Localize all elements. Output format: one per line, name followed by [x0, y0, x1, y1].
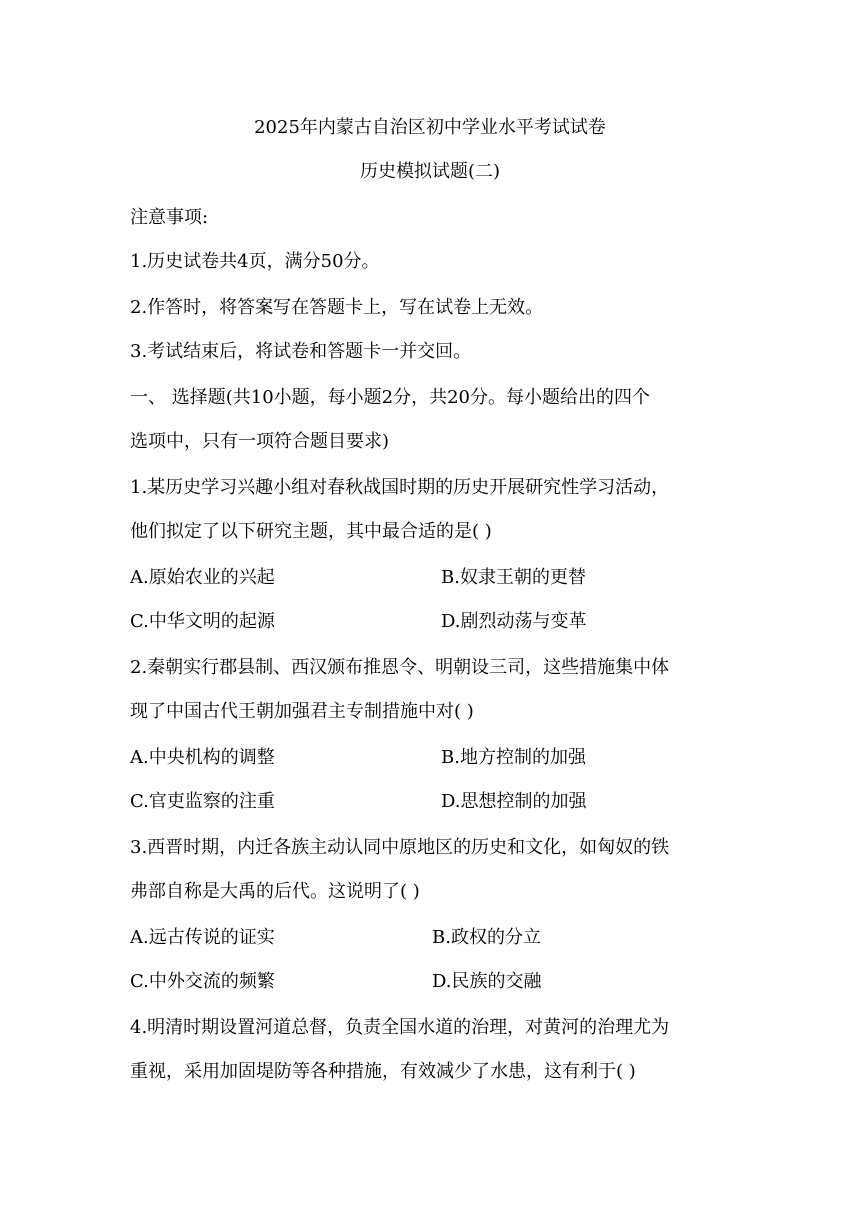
notice-item: 3.考试结束后，将试卷和答题卡一并交回。 — [130, 341, 472, 362]
question-2-option-b: B.地方控制的加强 — [441, 747, 586, 768]
question-1-stem-line-1: 1.某历史学习兴趣小组对春秋战国时期的历史开展研究性学习活动， — [130, 477, 670, 498]
question-2-option-d: D.思想控制的加强 — [441, 791, 587, 812]
exam-title: 2025年内蒙古自治区初中学业水平考试试卷 — [254, 117, 606, 138]
question-3-option-a: A.远古传说的证实 — [130, 927, 275, 948]
question-1-option-a: A.原始农业的兴起 — [130, 567, 275, 588]
question-1-option-b: B.奴隶王朝的更替 — [441, 567, 586, 588]
question-1-option-c: C.中华文明的起源 — [130, 611, 275, 632]
question-4-stem-line-1: 4.明清时期设置河道总督，负责全国水道的治理，对黄河的治理尤为 — [130, 1017, 670, 1038]
question-3-stem-line-2: 弗部自称是大禹的后代。这说明了( ) — [130, 881, 420, 902]
question-2-stem-line-2: 现了中国古代王朝加强君主专制措施中对( ) — [130, 701, 474, 722]
section-heading-line-1: 一、 选择题(共10小题，每小题2分，共20分。每小题给出的四个 — [130, 387, 651, 408]
question-3-option-b: B.政权的分立 — [432, 927, 541, 948]
section-heading-line-2: 选项中，只有一项符合题目要求) — [130, 431, 390, 452]
notice-item: 1.历史试卷共4页，满分50分。 — [130, 251, 380, 272]
question-2-stem-line-1: 2.秦朝实行郡县制、西汉颁布推恩令、明朝设三司，这些措施集中体 — [130, 657, 670, 678]
question-3-stem-line-1: 3.西晋时期，内迁各族主动认同中原地区的历史和文化，如匈奴的铁 — [130, 837, 670, 858]
exam-subtitle: 历史模拟试题(二) — [359, 161, 501, 182]
question-4-stem-line-2: 重视，采用加固堤防等各种措施，有效减少了水患，这有利于( ) — [130, 1061, 636, 1082]
question-1-option-d: D.剧烈动荡与变革 — [441, 611, 587, 632]
notice-heading: 注意事项: — [130, 207, 209, 228]
notice-item: 2.作答时，将答案写在答题卡上，写在试卷上无效。 — [130, 297, 544, 318]
question-3-option-d: D.民族的交融 — [432, 971, 542, 992]
question-2-option-c: C.官吏监察的注重 — [130, 791, 275, 812]
question-1-stem-line-2: 他们拟定了以下研究主题，其中最合适的是( ) — [130, 521, 492, 542]
question-2-option-a: A.中央机构的调整 — [130, 747, 275, 768]
question-3-option-c: C.中外交流的频繁 — [130, 971, 275, 992]
